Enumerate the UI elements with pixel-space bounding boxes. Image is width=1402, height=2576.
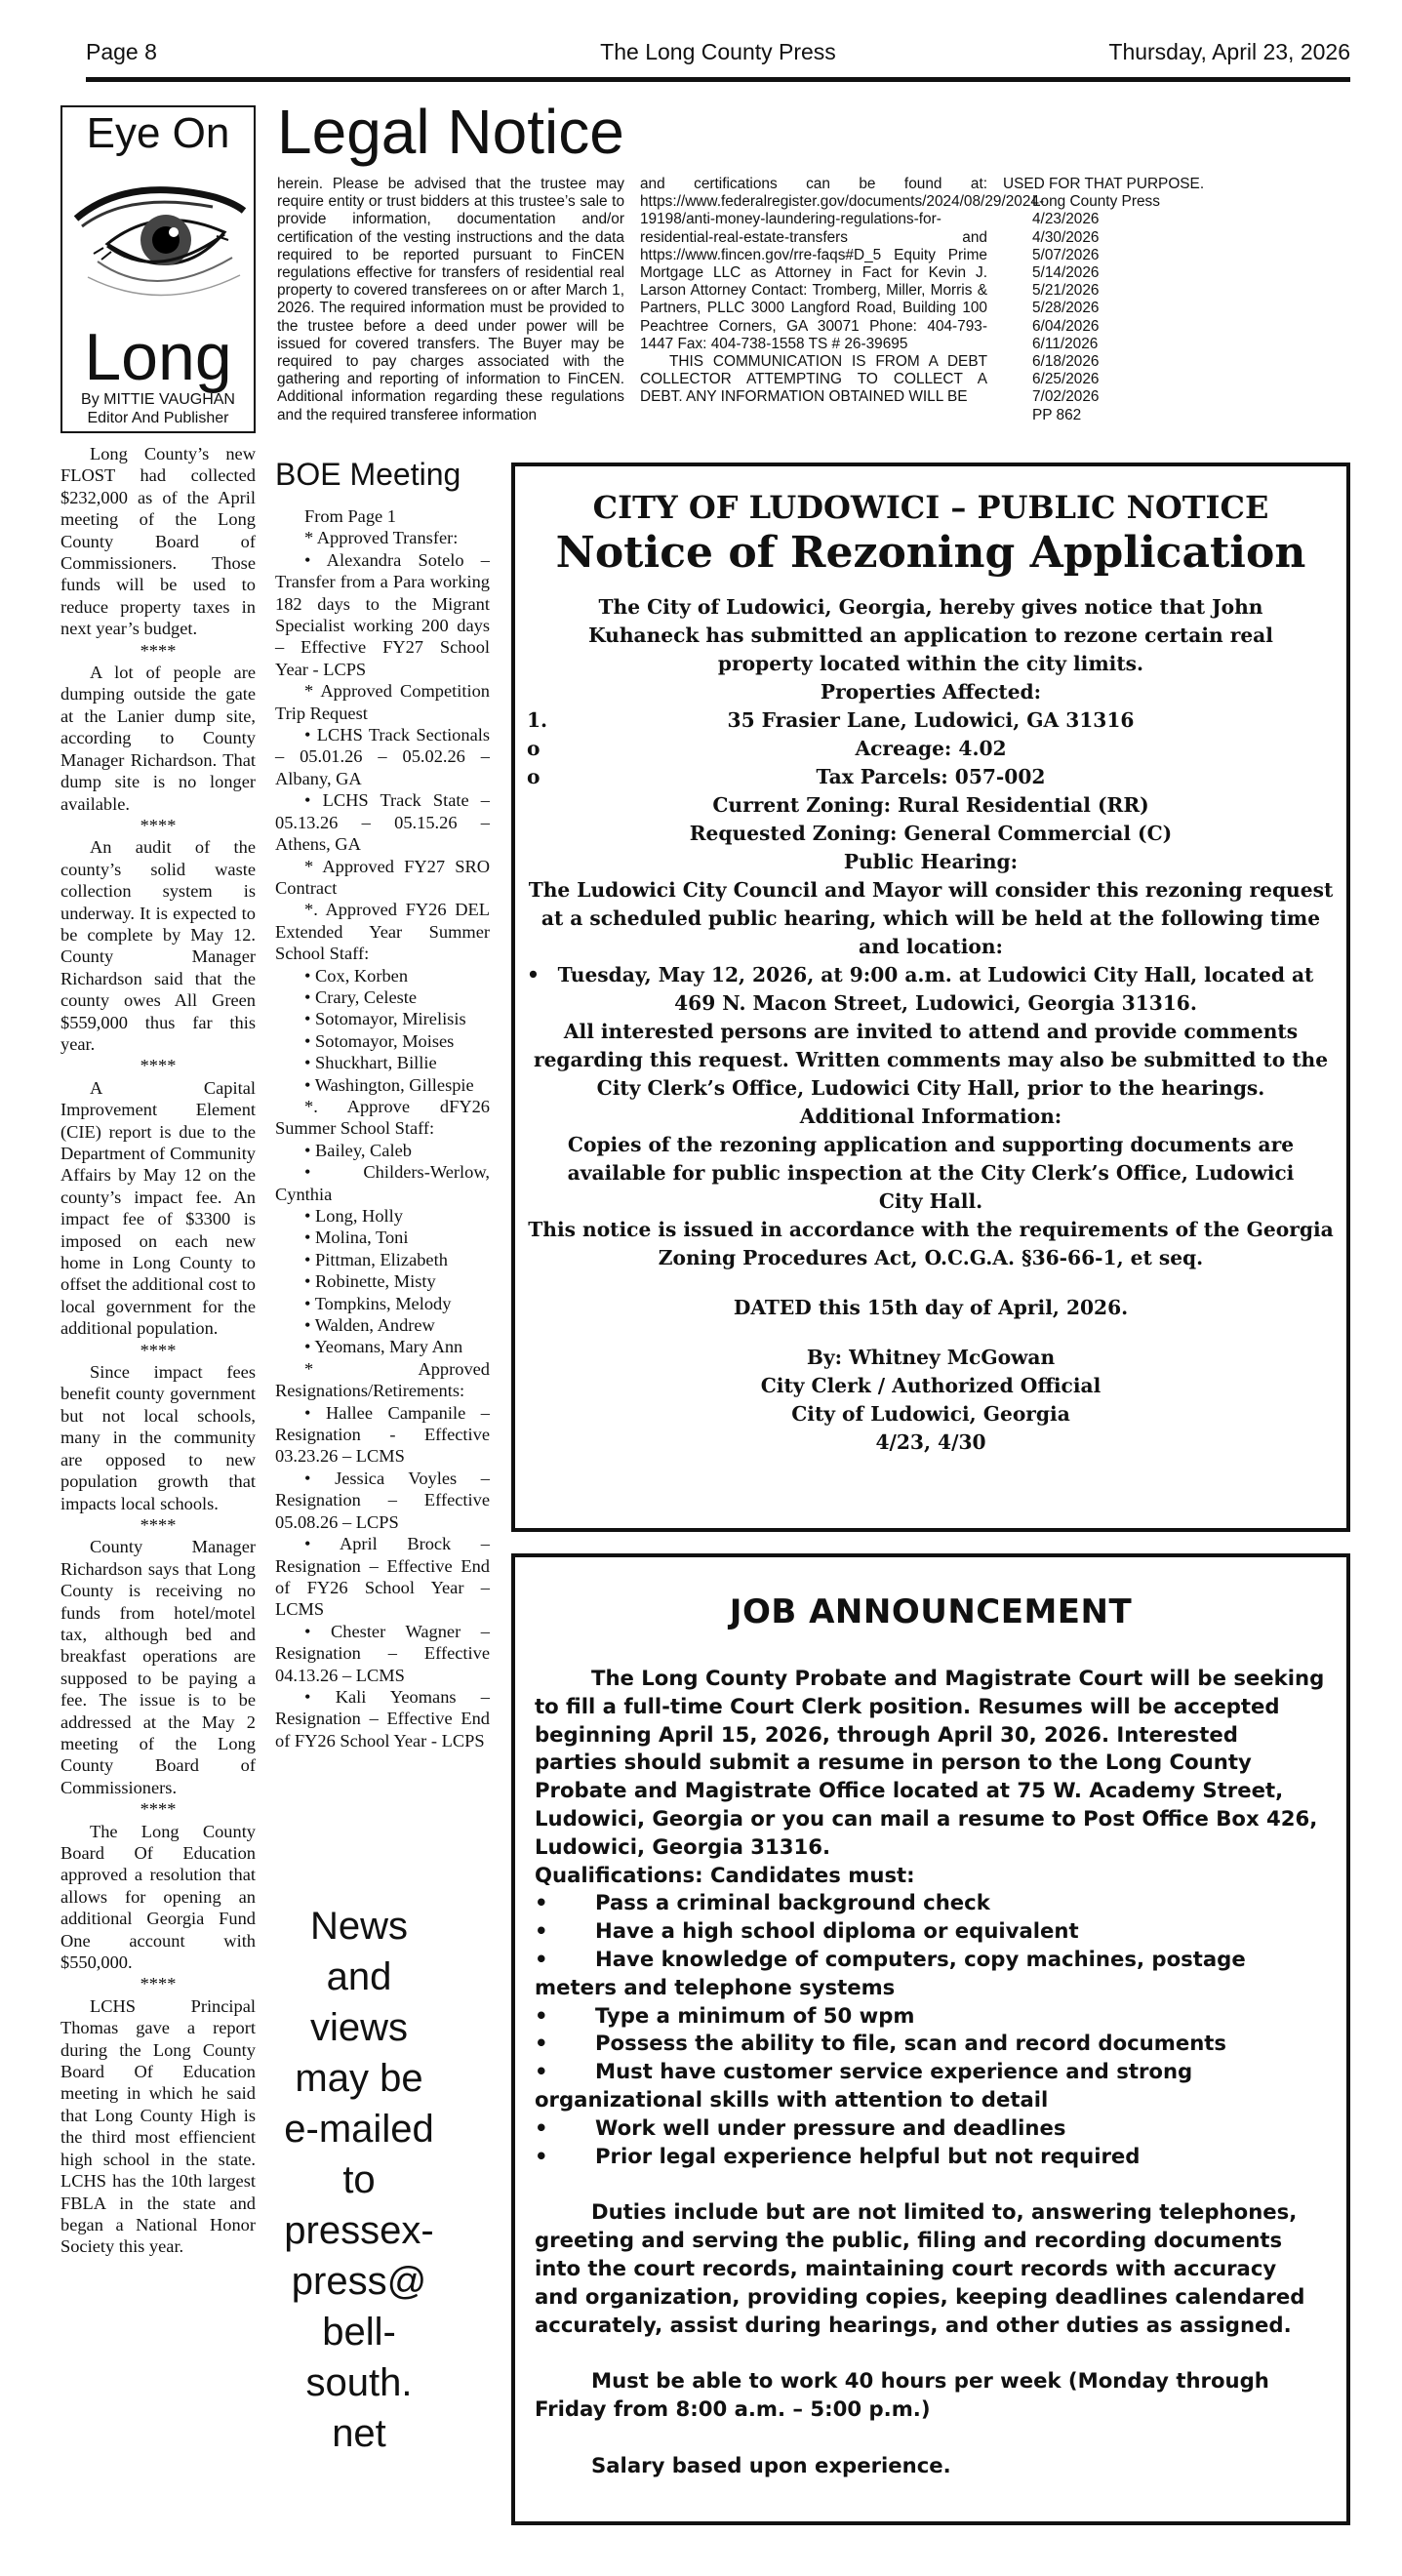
boe-item: *. Approve dFY26 Summer School Staff: [275,1096,490,1139]
list-marker: 1. [527,708,548,732]
news-email-box [279,1901,439,2459]
boe-item: *. Approved FY26 DEL Extended Year Summer School Staff: [275,900,490,964]
news-line: south. [305,2361,413,2404]
eye-on-label: Eye On [86,109,230,157]
notice-hearing-text: The Ludowici City Council and Mayor will consider this rezoning request at a scheduled public hearing, which will be held at the following time and location: [528,878,1334,958]
boe-item: • Jessica Voyles – Resignation – Effective 05.08.26 – LCPS [275,1468,490,1532]
notice-requested-zoning: Requested Zoning: General Commercial (C) [689,822,1173,845]
qualification-text: Possess the ability to file, scan and record documents [595,2031,1227,2056]
byline [62,390,254,427]
bullet-marker: • [535,2031,548,2056]
boe-item: * Approved Competition Trip Request [275,681,490,723]
legal-text-1: herein. Please be advised that the trustee may require entity or trust bidders at this trustee’s sale to provide information, documentation and/or certification of the vesting instructions and the data required to be reported pursuant to FinCEN regulations effective for transfers of residential real property to covered transferees on or after March 1, 2026. The required information must be provided to the trustee before a deed under power will be issued for covered transfers. The Buyer may be required to pay charges associated with the gathering and reporting of information to FinCEN. Additional information regarding these regulations and the required transferee information [277,176,624,423]
boe-item: • LCHS Track State – 05.13.26 – 05.15.26 – Athens, GA [275,790,490,855]
news-line: may be [295,2057,423,2100]
acreage-text: Acreage: 4.02 [855,737,1007,760]
boe-item: • Yeomans, Mary Ann [304,1337,463,1357]
notice-heading: Notice of Rezoning Application [555,528,1306,578]
qualification-text: Must have customer service experience and strong organizational skills with attention to detail [535,2059,1193,2112]
notice-hearing-label: Public Hearing: [843,850,1019,873]
parcels-text: Tax Parcels: 057-002 [816,765,1046,788]
notice-invite: All interested persons are invited to attend and provide comments regarding this request. Written comments may also be submitted to the City Clerk’s Office, Ludowici City Hall, prior to the hearings. [533,1020,1329,1100]
job-qualifications-list [535,1889,1325,2170]
column-paragraph: Long County’s new FLOST had collected $232,000 as of the April meeting of the Long County Board of Commissioners. Those funds will be used to reduce property taxes in next year’s budget. [60,444,256,639]
boe-item: * Approved FY27 SRO Contract [275,856,490,898]
notice-org: City of Ludowici, Georgia [791,1402,1070,1426]
boe-item: • Sotomayor, Moises [304,1030,455,1051]
notice-addl-text: Copies of the rezoning application and supporting documents are available for public inspection at the City Clerk’s Office, Ludowici City Hall. [567,1133,1295,1213]
boe-item: • Childers-Werlow, Cynthia [275,1162,490,1204]
separator-stars: **** [140,1799,177,1820]
boe-from-page: From Page 1 [304,506,396,526]
boe-meeting-column [275,505,490,1891]
eye-on-long-box [60,105,256,433]
bullet-marker: • [535,2114,548,2140]
news-line: e-mailed [284,2108,434,2151]
boe-item: • Sotomayor, Mirelisis [304,1009,466,1029]
issue-date: Thursday, April 23, 2026 [1108,39,1350,64]
column-paragraph: An audit of the county’s solid waste collection system is underway. It is expected to be complete by May 12. County Manager Richardson said that the county owes All Green $559,000 thus far this year. [60,837,256,1054]
qualification-text: Work well under pressure and deadlines [595,2114,1066,2140]
boe-item: • Bailey, Caleb [304,1140,412,1160]
legal-notice-col1 [277,176,624,451]
list-marker: • [527,963,540,986]
notice-address [525,706,1337,735]
list-marker: o [527,765,541,788]
separator-stars: **** [140,815,177,835]
news-line: to [342,2158,376,2201]
news-line: press@ [291,2260,427,2303]
job-qualifications-label: Qualifications: Candidates must: [535,1862,915,1887]
notice-role: City Clerk / Authorized Official [760,1374,1102,1397]
notice-signed-by: By: Whitney McGowan [806,1346,1056,1369]
list-marker: o [527,737,541,760]
qualification-text: Pass a criminal background check [595,1890,990,1915]
hearing-when-text: Tuesday, May 12, 2026, at 9:00 a.m. at Ludowici City Hall, located at 469 N. Macon Street, Ludowici, Georgia 31316. [557,963,1314,1015]
notice-run-dates: 4/23, 4/30 [875,1430,986,1454]
legal-text-3: THIS COMMUNICATION IS FROM A DEBT COLLECTOR ATTEMPTING TO COLLECT A DEBT. ANY INFORMATION OBTAINED WILL BE [640,353,987,406]
bullet-marker: • [535,2143,548,2168]
notice-city-title: CITY OF LUDOWICI – PUBLIC NOTICE [592,489,1269,526]
byline-name: By MITTIE VAUGHAN [81,391,235,408]
legal-run-date: 6/11/2026 [1032,335,1099,352]
eye-illustration-icon [68,168,248,314]
qualification-text: Prior legal experience helpful but not required [595,2143,1141,2168]
news-line: pressex- [284,2209,434,2252]
boe-item: • Shuckhart, Billie [304,1053,437,1073]
legal-notice-title: Legal Notice [277,97,624,167]
news-line: net [332,2412,386,2455]
legal-text-2: and certifications can be found at: https://www.federalregister.gov/documents/2024/08/29/2024-19198/anti-money-laundering-regulations-for-residential-real-estate-transfers and https://www.fincen.gov/rre-faqs#D_5 Equity Prime Mortgage LLC as Attorney in Fact for Kevin J. Larson Attorney Contact: Tromberg, Miller, Morris & Partners, PLLC 3000 Langford Road, Building 100 Peachtree Corners, GA 30071 Phone: 404-793-1447 Fax: 404-738-1558 TS # 26-39695 [640,176,1045,352]
boe-item: • Alexandra Sotelo – Transfer from a Para working 182 days to the Migrant Specialist working 200 days – Effective FY27 School Year - LCPS [275,549,490,679]
job-hours: Must be able to work 40 hours per week (Monday through Friday from 8:00 a.m. – 5:00 p.m.) [535,2368,1269,2422]
legal-run-date: 5/21/2026 [1032,282,1100,300]
bullet-marker: • [535,1890,548,1915]
legal-run-date: 6/18/2026 [1032,353,1100,371]
boe-item: • Washington, Gillespie [304,1074,474,1095]
legal-purpose: USED FOR THAT PURPOSE. [1003,176,1205,192]
separator-stars: **** [140,1514,177,1535]
legal-run-date: 7/02/2026 [1032,388,1100,406]
address-text: 35 Frasier Lane, Ludowici, GA 31316 [727,708,1135,732]
job-announcement-box [511,1553,1350,2525]
boe-item: • Pittman, Elizabeth [304,1249,448,1269]
news-line: and [326,1955,392,1998]
boe-item: • Long, Holly [304,1206,403,1226]
notice-hearing-when [525,961,1337,1018]
boe-item: • Tompkins, Melody [304,1293,452,1313]
bullet-marker: • [535,2059,548,2084]
legal-run-date: Long County Press [1032,193,1160,211]
column-paragraph: Since impact fees benefit county government but not local schools, many in the community are opposed to new population growth that impacts local schools. [60,1362,256,1513]
qualification-item [535,1889,1325,1917]
notice-affected-label: Properties Affected: [820,680,1042,704]
legal-run-date: 6/04/2026 [1032,317,1100,335]
boe-item: • Molina, Toni [304,1228,409,1248]
legal-run-date: 4/23/2026 [1032,211,1100,228]
notice-compliance: This notice is issued in accordance with the requirements of the Georgia Zoning Procedures Act, O.C.G.A. §36-66-1, et seq. [528,1218,1334,1269]
boe-item: • Hallee Campanile – Resignation - Effective 03.23.26 – LCMS [275,1402,490,1467]
separator-stars: **** [140,1340,177,1360]
legal-notice-col2 [640,176,1045,451]
qualification-text: Have knowledge of computers, copy machines, postage meters and telephone systems [535,1946,1246,1999]
bullet-marker: • [535,1946,548,1971]
newspaper-name: The Long County Press [600,39,836,64]
eye-on-long-column [60,443,256,2512]
legal-run-date: 5/28/2026 [1032,300,1100,317]
column-paragraph: LCHS Principal Thomas gave a report during the Long County Board Of Education meeting in which he said that Long County High is the third most effiencient high school in the state. LCHS has the 10th largest FBLA in the state and began a National Honor Society this year. [60,1995,256,2257]
notice-current-zoning: Current Zoning: Rural Residential (RR) [712,793,1149,817]
notice-parcels [525,763,1337,791]
separator-stars: **** [140,1056,177,1076]
long-label: Long [84,320,232,394]
boe-items [275,527,490,1751]
bullet-marker: • [535,2002,548,2028]
legal-run-date: PP 862 [1032,406,1082,423]
legal-run-date: 5/07/2026 [1032,246,1100,263]
qualification-item [535,2002,1325,2031]
column-paragraph: A lot of people are dumping outside the gate at the Lanier dump site, according to County Manager Richardson. That dump site is no longer available. [60,663,256,814]
qualification-item [535,2030,1325,2058]
boe-item: • Crary, Celeste [304,986,418,1007]
qualification-item [535,1946,1325,2002]
column-paragraph: County Manager Richardson says that Long County is receiving no funds from hotel/motel tax, although bed and breakfast operations are supposed to be paying a fee. The issue is to be addressed at the May 2 meeting of the Long County Board of Commissioners. [60,1537,256,1797]
legal-run-date: 5/14/2026 [1032,264,1100,282]
boe-meeting-title: BOE Meeting [275,457,461,492]
news-line: bell- [322,2311,396,2354]
boe-item: • Robinette, Misty [304,1271,436,1292]
notice-addl-label: Additional Information: [799,1105,1062,1128]
job-intro: The Long County Probate and Magistrate Court will be seeking to fill a full-time Court Clerk position. Resumes will be accepted beginning April 15, 2026, through April 30, 2026. Interested parties should submit a resume in person to the Long County Probate and Magistrate Office located at 75 W. Academy Street, Ludowici, Georgia or you can mail a resume to Post Office Box 426, Ludowici, Georgia 31316. [535,1666,1325,1859]
column-paragraph: The Long County Board Of Education approved a resolution that allows for opening an additional Georgia Fund One account with $550,000. [60,1821,256,1973]
job-duties: Duties include but are not limited to, answering telephones, greeting and serving the public, filing and recording documents into the court records, maintaining court records with accuracy and organization, providing copies, keeping deadlines calendared accurately, assist during hearings, and other duties as assigned. [535,2199,1305,2337]
boe-item: • LCHS Track Sectionals – 05.01.26 – 05.02.26 – Albany, GA [275,725,490,788]
qualification-item [535,1917,1325,1946]
separator-stars: **** [140,640,177,661]
qualification-item [535,2058,1325,2114]
qualification-item [535,2114,1325,2143]
boe-item: • April Brock – Resignation – Effective End of FY26 School Year – LCMS [275,1534,490,1620]
boe-item: • Kali Yeomans – Resignation – Effective End of FY26 School Year - LCPS [275,1686,490,1751]
legal-notice-col3 [1003,176,1237,451]
legal-run-dates [1003,193,1237,424]
legal-run-date: 6/25/2026 [1032,371,1100,388]
byline-role: Editor And Publisher [87,410,229,426]
qualification-item [535,2143,1325,2171]
column-paragraph: A Capital Improvement Element (CIE) report is due to the Department of Community Affairs by May 12 on the county’s impact fee. An impact fee of $3300 is imposed on each new home in Long County to offset the additional cost to local government for the additional population. [60,1077,256,1339]
legal-run-date: 4/30/2026 [1032,228,1100,246]
boe-item: • Walden, Andrew [304,1315,435,1336]
notice-intro: The City of Ludowici, Georgia, hereby gives notice that John Kuhaneck has submitted an application to rezone certain real property located within the city limits. [588,595,1273,675]
boe-item: * Approved Resignations/Retirements: [275,1358,490,1401]
boe-item: • Chester Wagner – Resignation – Effective 04.13.26 – LCMS [275,1621,490,1685]
news-line: views [309,2006,409,2049]
boe-item: * Approved Transfer: [304,528,459,548]
job-salary: Salary based upon experience. [591,2452,951,2477]
boe-item: • Cox, Korben [304,965,409,986]
news-line: News [309,1905,409,1948]
notice-acreage [525,735,1337,763]
job-title: JOB ANNOUNCEMENT [729,1592,1133,1631]
separator-stars: **** [140,1974,177,1994]
notice-dated: DATED this 15th day of April, 2026. [733,1296,1129,1319]
page-header [86,33,1350,82]
qualification-text: Type a minimum of 50 wpm [595,2002,915,2028]
qualification-text: Have a high school diploma or equivalent [595,1918,1079,1944]
bullet-marker: • [535,1918,548,1944]
public-notice-box [511,463,1350,1532]
page-number: Page 8 [86,39,157,64]
